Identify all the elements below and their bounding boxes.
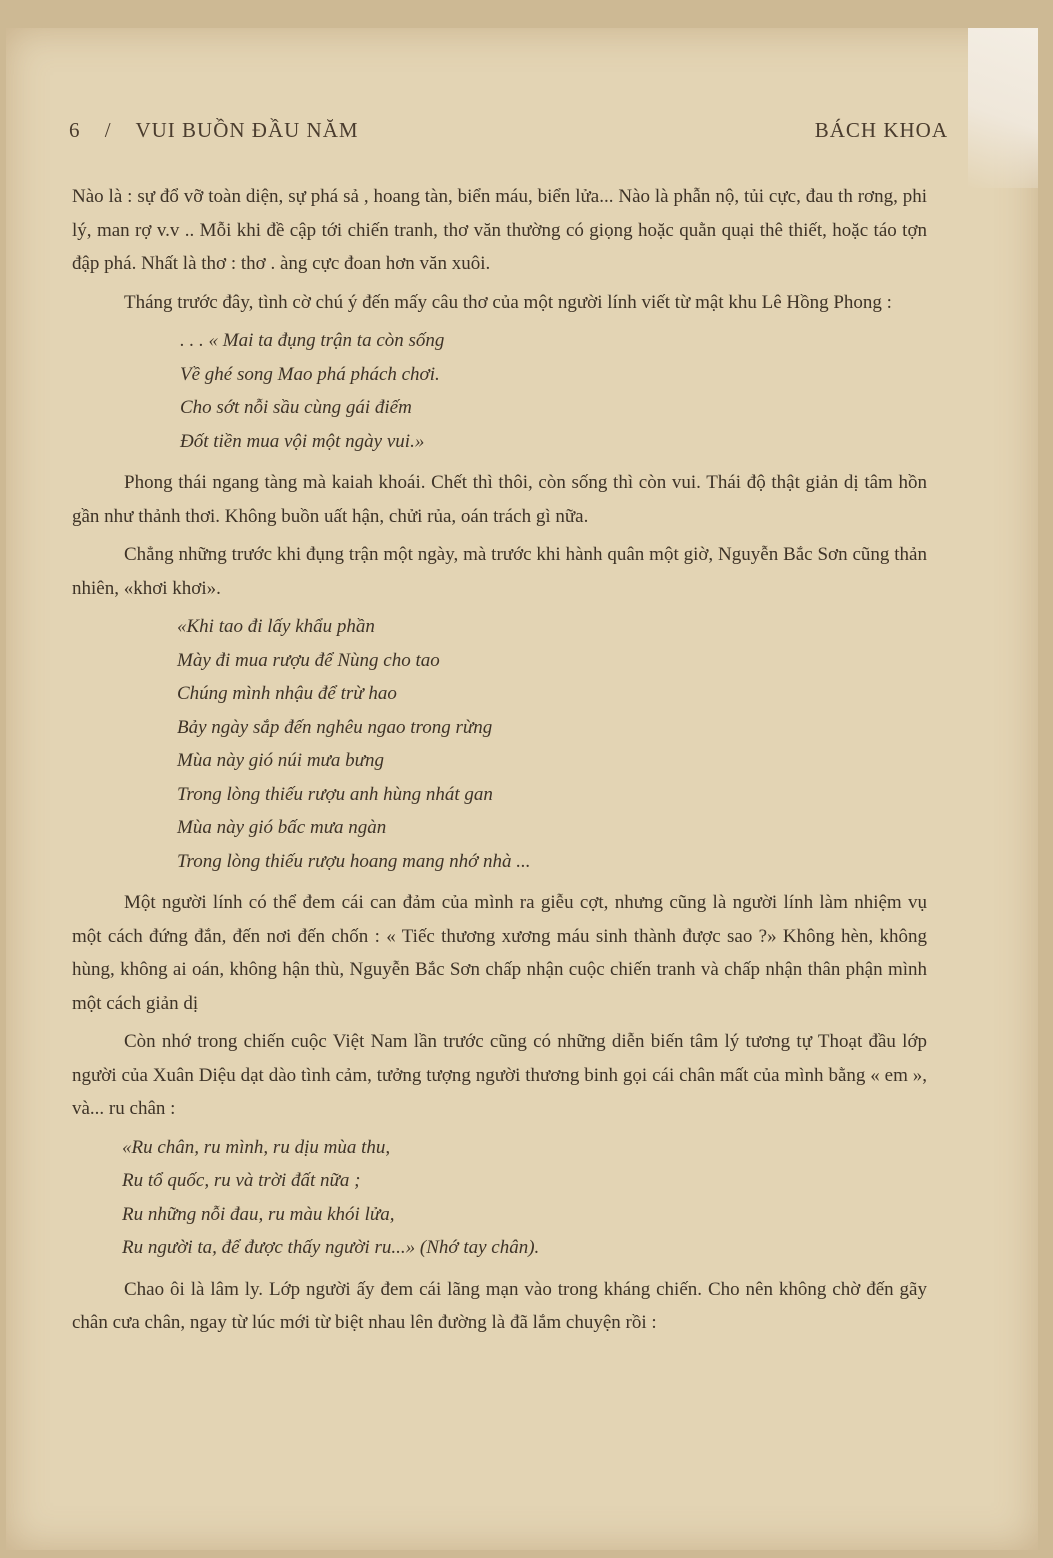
poem-line: Bảy ngày sắp đến nghêu ngao trong rừng <box>177 716 493 738</box>
poem-khi-tao-di <box>72 610 927 878</box>
poem-line: Mày đi mua rượu để Nùng cho tao <box>177 649 440 671</box>
poem-line: Chúng mình nhậu để trừ hao <box>177 683 397 704</box>
poem-line: Về ghé song Mao phá phách chơi. <box>180 363 440 385</box>
poem-line: Ru những nỗi đau, ru màu khói lửa, <box>122 1203 395 1225</box>
poem-line: Trong lòng thiếu rượu anh hùng nhát gan <box>177 783 493 805</box>
paragraph-3: Phong thái ngang tàng mà kaiah khoái. Chết thì thôi, còn sống thì còn vui. Thái độ thật giản dị tâm hồn gần như thảnh thơi. Không buồn uất hận, chửi rủa, oán trách gì nữa. <box>72 472 927 527</box>
poem-line: . . . « Mai ta đụng trận ta còn sống <box>180 330 445 351</box>
paragraph-5: Một người lính có thể đem cái can đảm của mình ra giễu cợt, nhưng cũng là người lính làm nhiệm vụ một cách đứng đắn, đến nơi đến chốn : « Tiếc thương xương máu sinh thành được sao ?» Không hèn, không hùng, không ai oán, không hận thù, Nguyễn Bắc Sơn chấp nhận cuộc chiến tranh và chấp nhận thân phận mình một cách giản dị <box>72 892 927 1014</box>
poem-line: «Khi tao đi lấy khẩu phần <box>177 616 375 637</box>
article-body <box>72 180 927 1345</box>
header-separator: / <box>104 118 112 142</box>
paragraph-1: Nào là : sự đổ vỡ toàn diện, sự phá sả , hoang tàn, biển máu, biển lửa... Nào là phẫn nộ, tủi cực, đau th rơng, phi lý, man rợ v.v .. Mỗi khi đề cập tới chiến tranh, thơ văn thường có giọng hoặc quằn quại thê thiết, hoặc táo tợn đập phá. Nhất là thơ : thơ . àng cực đoan hơn văn xuôi. <box>72 186 927 274</box>
poem-line: Trong lòng thiếu rượu hoang mang nhớ nhà ... <box>177 850 531 872</box>
poem-line: Mùa này gió bấc mưa ngàn <box>177 817 387 838</box>
section-title: VUI BUỒN ĐẦU NĂM <box>135 118 359 142</box>
header-left <box>69 118 377 143</box>
poem-line: Đốt tiền mua vội một ngày vui.» <box>180 430 425 452</box>
paragraph-6: Còn nhớ trong chiến cuộc Việt Nam lần trước cũng có những diễn biến tâm lý tương tự Thoạt đầu lớp người của Xuân Diệu dạt dào tình cảm, tưởng tượng người thương binh gọi cái chân mất của mình bằng « em », và... ru chân : <box>72 1031 927 1119</box>
paragraph-4: Chẳng những trước khi đụng trận một ngày, mà trước khi hành quân một giờ, Nguyễn Bắc Sơn cũng thản nhiên, «khơi khơi». <box>72 544 927 599</box>
paragraph-2: Tháng trước đây, tình cờ chú ý đến mấy câu thơ của một người lính viết từ mật khu Lê Hồng Phong : <box>124 291 892 313</box>
paragraph-7: Chao ôi là lâm ly. Lớp người ấy đem cái lãng mạn vào trong kháng chiến. Cho nên không chờ đến gãy chân cưa chân, ngay từ lúc mới từ biệt nhau lên đường là đã lắm chuyện rồi : <box>72 1278 927 1333</box>
poem-line: Mùa này gió núi mưa bưng <box>177 750 385 771</box>
poem-line: «Ru chân, ru mình, ru dịu mùa thu, <box>122 1136 391 1158</box>
magazine-name: BÁCH KHOA <box>814 118 948 142</box>
poem-ru-chan <box>72 1131 927 1265</box>
poem-line: Ru người ta, để được thấy người ru...» (Nhớ tay chân). <box>122 1237 540 1258</box>
document-page <box>6 28 1038 1550</box>
page-header <box>69 118 948 143</box>
poem-mai-ta-dung-tran <box>72 324 927 458</box>
poem-line: Cho sớt nỗi sầu cùng gái điếm <box>180 397 412 418</box>
page-number: 6 <box>69 118 81 142</box>
poem-line: Ru tổ quốc, ru và trời đất nữa ; <box>122 1170 361 1191</box>
torn-corner <box>968 28 1038 188</box>
